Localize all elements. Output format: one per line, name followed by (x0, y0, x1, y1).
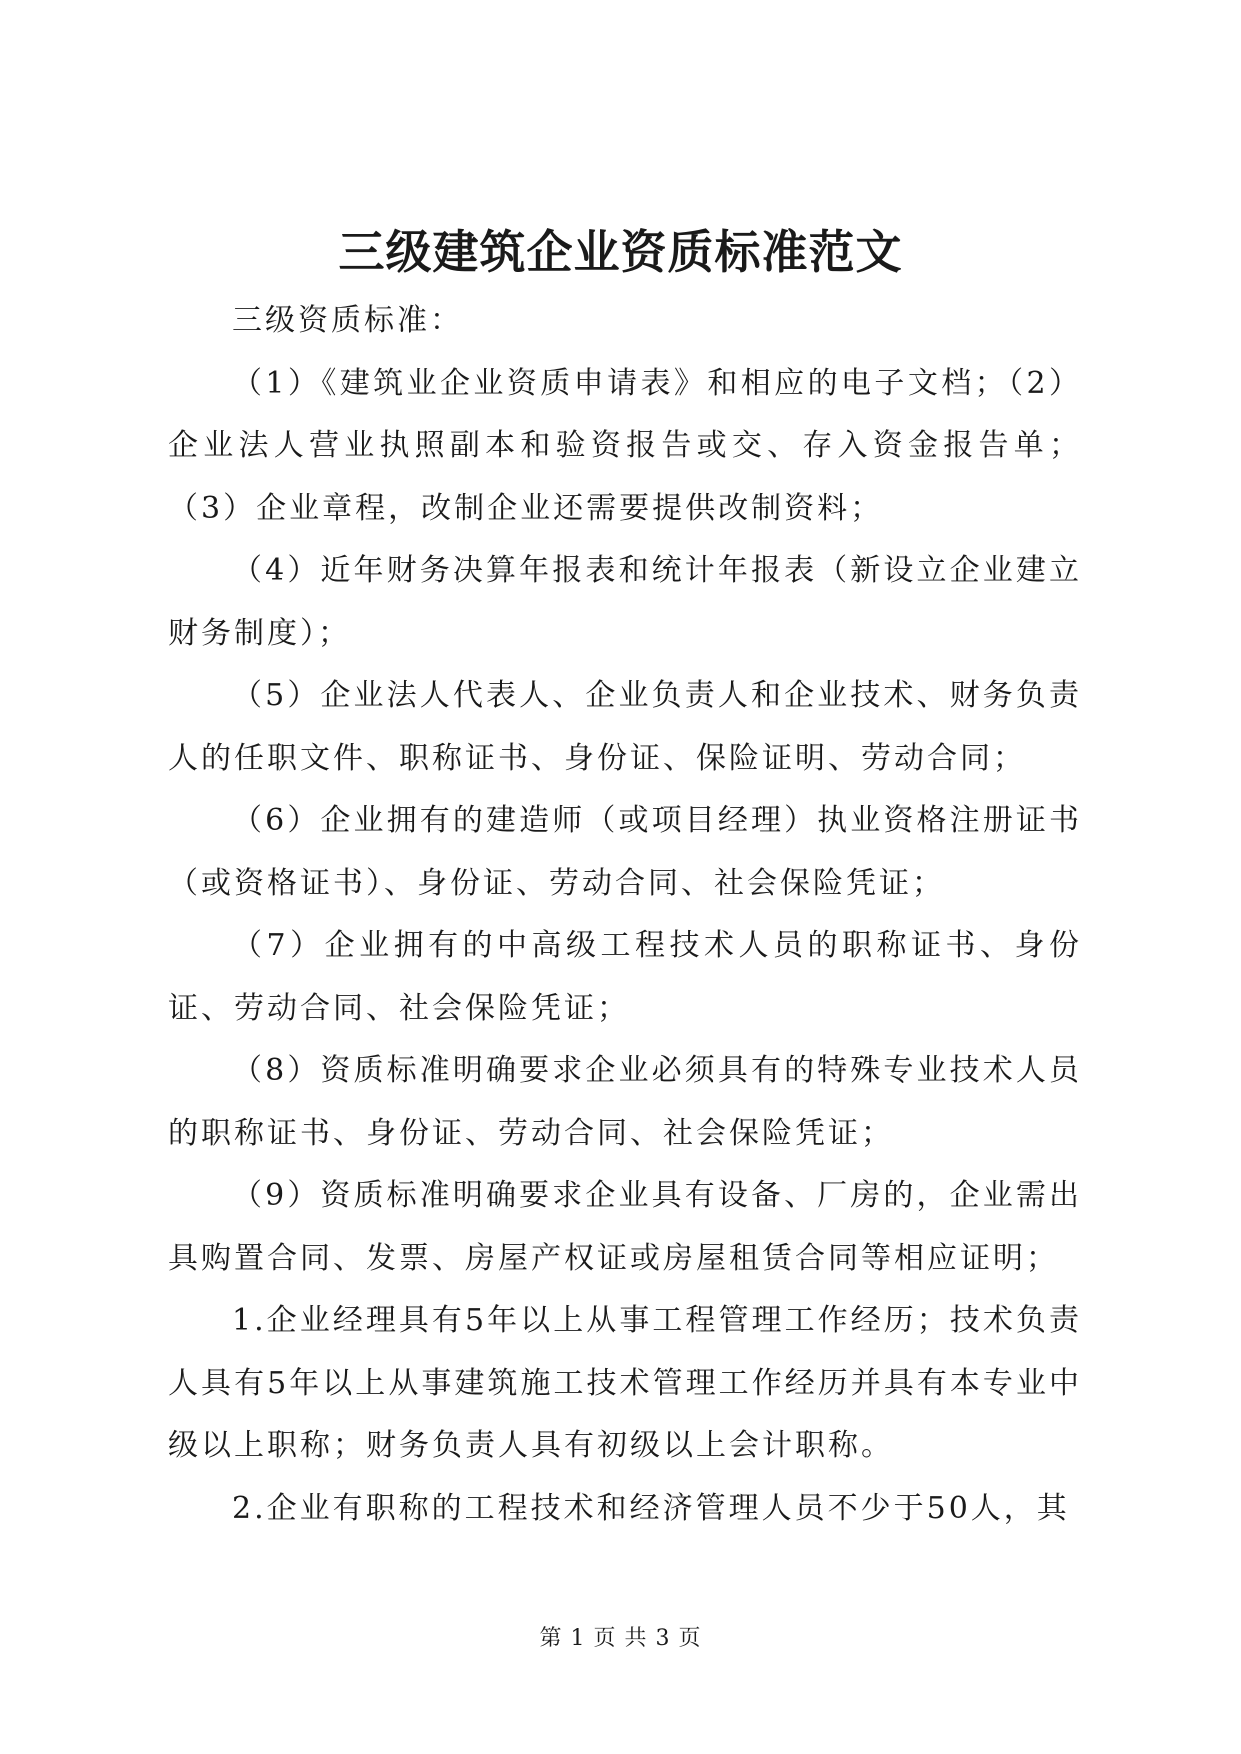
document-body (168, 290, 1082, 1540)
paragraph: （9）资质标准明确要求企业具有设备、厂房的，企业需出具购置合同、发票、房屋产权证或房屋租赁合同等相应证明； (168, 1178, 1082, 1276)
paragraph: （5）企业法人代表人、企业负责人和企业技术、财务负责人的任职文件、职称证书、身份证、保险证明、劳动合同； (168, 678, 1082, 776)
paragraph: （1）《建筑业企业资质申请表》和相应的电子文档；（2）企业法人营业执照副本和验资报告或交、存入资金报告单；（3）企业章程，改制企业还需要提供改制资料； (168, 365, 1082, 526)
paragraph: 1.企业经理具有5年以上从事工程管理工作经历；技术负责人具有5年以上从事建筑施工技术管理工作经历并具有本专业中级以上职称；财务负责人具有初级以上会计职称。 (168, 1303, 1082, 1463)
document-title: 三级建筑企业资质标准范文 (338, 225, 903, 279)
paragraph: 三级资质标准： (232, 303, 463, 338)
paragraph: （8）资质标准明确要求企业必须具有的特殊专业技术人员的职称证书、身份证、劳动合同、社会保险凭证； (168, 1053, 1082, 1151)
paragraph: 2.企业有职称的工程技术和经济管理人员不少于50人，其 (232, 1490, 1070, 1526)
paragraph: （6）企业拥有的建造师（或项目经理）执业资格注册证书（或资格证书）、身份证、劳动合同、社会保险凭证； (168, 803, 1082, 901)
paragraph: （4）近年财务决算年报表和统计年报表（新设立企业建立财务制度）； (168, 553, 1082, 651)
paragraph: （7）企业拥有的中高级工程技术人员的职称证书、身份证、劳动合同、社会保险凭证； (168, 928, 1082, 1026)
page-footer: 第 1 页 共 3 页 (539, 1626, 702, 1651)
